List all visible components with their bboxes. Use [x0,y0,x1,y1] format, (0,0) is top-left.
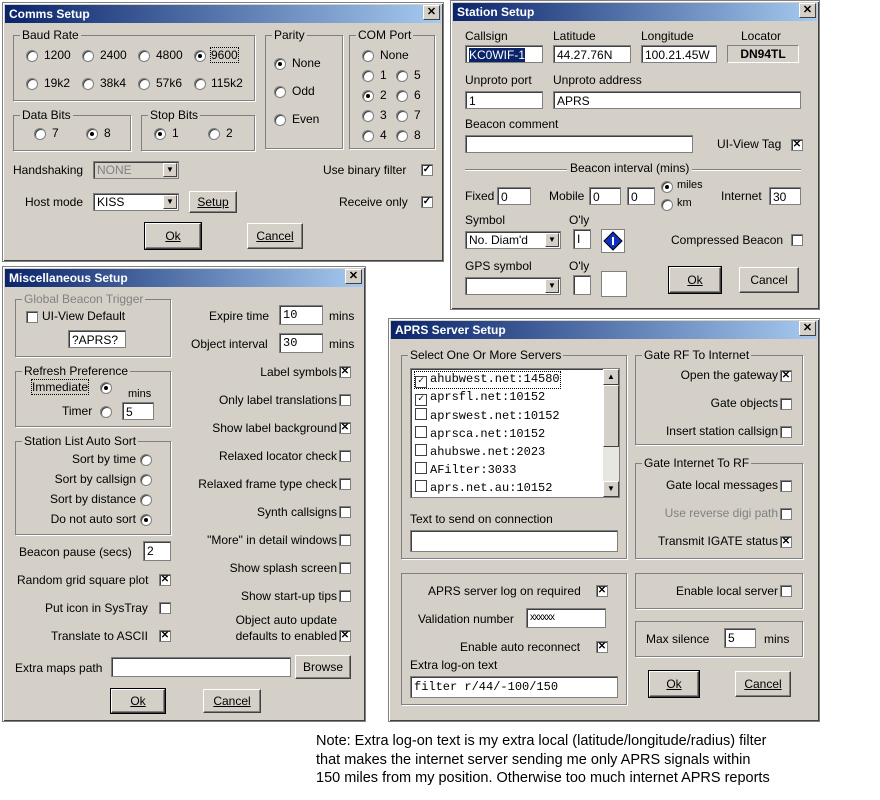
fixed-input[interactable]: 0 [497,187,531,205]
server-select-group [401,348,627,559]
misc-option-label: Show splash screen [229,561,337,575]
com-3-label: 3 [380,108,387,122]
com-3-radio[interactable] [362,110,374,122]
host-mode-select[interactable] [93,193,179,211]
baud-1200-label: 1200 [44,48,71,62]
ascii-label: Translate to ASCII [51,629,148,643]
baud-9600-radio[interactable] [194,50,206,62]
station-ok-label: Ok [687,273,703,287]
stop-bits-1-radio[interactable] [154,128,166,140]
scroll-down-icon[interactable]: ▼ [603,481,619,497]
latitude-label: Latitude [553,29,596,43]
misc-option-label: Show start-up tips [240,589,337,603]
baud-19k2-label: 19k2 [44,76,71,90]
scroll-thumb[interactable] [603,385,619,447]
compressed-beacon-checkbox[interactable] [791,234,803,246]
systray-label: Put icon in SysTray [45,601,148,615]
systray-checkbox[interactable] [159,602,171,614]
local-server-group [635,573,803,609]
sort-time-label: Sort by time [71,452,136,466]
gate-inet-group [635,456,803,559]
misc-option-label: Label symbols [260,365,337,379]
obj-auto-update-label: Object auto update [235,613,337,627]
beacon-pause-label: Beacon pause (secs) [19,545,132,559]
station-cancel-button[interactable] [739,267,799,293]
object-interval-input[interactable]: 30 [279,333,323,353]
stop-bits-2-label: 2 [226,126,233,140]
auto-reconnect-checkbox[interactable]: ✕ [597,641,607,652]
misc-option-label: Relaxed frame type check [198,477,337,491]
host-setup-label: Setup [197,195,229,209]
enable-local-checkbox[interactable] [780,585,792,597]
data-bits-7-label: 7 [52,126,59,140]
open-gateway-checkbox[interactable]: ✕ [781,370,791,381]
com-6-label: 6 [414,88,421,102]
sort-callsign-label: Sort by callsign [54,472,136,486]
timer-radio[interactable] [100,406,112,418]
timer-input[interactable]: 5 [122,402,154,420]
server-checkbox[interactable] [415,426,427,438]
global-beacon-group [15,292,171,357]
com-none-radio[interactable] [362,50,374,62]
gps-symbol-label: GPS symbol [465,259,532,273]
beacon-comment-label: Beacon comment [465,117,559,131]
misc-option-checkbox[interactable] [339,534,351,546]
unproto-port-input[interactable]: 1 [465,91,543,109]
server-list-item[interactable] [415,390,545,406]
misc-option-label: Relaxed locator check [218,449,337,463]
symbol-select[interactable] [465,231,561,249]
com-6-radio[interactable] [396,90,408,102]
unproto-address-input[interactable]: APRS [553,91,801,109]
station-ok-button[interactable] [669,267,721,293]
callsign-label: Callsign [465,29,508,43]
gps-overlay-label: O'ly [569,259,590,273]
chevron-down-icon[interactable]: ▼ [163,195,177,209]
no-sort-label: Do not auto sort [50,512,136,526]
random-grid-label: Random grid square plot [17,573,149,587]
timer-label: Timer [62,404,93,418]
beacon-interval-label: Beacon interval (mins) [567,161,692,175]
aprs-ok-label: Ok [666,677,682,691]
longitude-label: Longitude [641,29,694,43]
sort-callsign-radio[interactable] [140,474,152,486]
server-list-item[interactable] [415,444,545,459]
object-interval-unit: mins [329,337,355,351]
logon-required-checkbox[interactable]: ✕ [597,585,607,596]
com-7-label: 7 [414,108,421,122]
validation-label: Validation number [418,612,514,626]
baud-rate-group [13,28,255,101]
misc-close-icon[interactable]: ✕ [345,269,362,284]
symbol-value: No. Diam'd [469,233,528,247]
uiview-default-label: UI-View Default [42,309,126,323]
misc-setup-window [2,266,366,722]
baud-57k6-radio[interactable] [138,78,150,90]
gate-rf-label: Gate RF To Internet [644,348,750,362]
parity-odd-radio[interactable] [274,86,286,98]
beacon-trigger-input[interactable]: ?APRS? [68,330,126,348]
misc-cancel-button[interactable] [203,689,261,713]
sort-time-radio[interactable] [140,454,152,466]
validation-input[interactable]: xxxxxx [526,608,606,628]
data-bits-8-label: 8 [104,126,111,140]
refresh-label: Refresh Preference [24,364,129,378]
immediate-label: Immediate [32,380,89,394]
reverse-digi-checkbox[interactable] [780,508,792,520]
station-setup-window [450,0,820,310]
baud-2400-radio[interactable] [82,50,94,62]
browse-button[interactable] [295,655,351,679]
misc-option-checkbox[interactable] [339,394,351,406]
overlay-input[interactable]: I [573,229,591,249]
logon-required-label: APRS server log on required [428,584,581,598]
enable-local-label: Enable local server [675,584,778,598]
immediate-radio[interactable] [100,382,112,394]
parity-label: Parity [274,28,305,42]
host-mode-label: Host mode [25,195,84,209]
text-send-input[interactable] [410,530,618,552]
server-checkbox[interactable] [415,444,427,456]
comms-cancel-button[interactable] [247,223,303,249]
server-name: aprs.net.au:10152 [430,481,553,495]
com-4-label: 4 [380,128,387,142]
server-list-item[interactable] [415,480,552,495]
server-checkbox[interactable] [415,408,427,420]
host-mode-value: KISS [97,195,125,209]
note-line-2: that makes the internet server sending me only APRS signals within [316,751,751,768]
transmit-igate-checkbox[interactable]: ✕ [781,536,791,547]
chevron-down-icon[interactable]: ▼ [545,279,559,293]
unproto-address-label: Unproto address [553,73,642,87]
server-checkbox[interactable]: ✓ [415,376,427,388]
baud-19k2-radio[interactable] [26,78,38,90]
server-checkbox[interactable]: ✓ [415,394,427,406]
aprs-close-icon[interactable]: ✕ [799,321,816,336]
mobile-label: Mobile [549,189,585,203]
uiview-default-checkbox[interactable] [26,311,38,323]
extra-maps-input[interactable] [111,657,291,677]
baud-4800-radio[interactable] [138,50,150,62]
misc-ok-button[interactable] [111,689,165,713]
misc-option-label: Synth callsigns [256,505,337,519]
miles-label: miles [677,179,703,191]
baud-38k4-label: 38k4 [100,76,127,90]
open-gateway-label: Open the gateway [680,368,778,382]
misc-option-checkbox[interactable] [339,562,351,574]
com-5-label: 5 [414,68,421,82]
latitude-input[interactable]: 44.27.76N [553,45,631,63]
note-line-1: Note: Extra log-on text is my extra local (latitude/longitude/radius) filter [316,733,767,749]
server-name: aprswest.net:10152 [430,409,560,423]
com-2-label: 2 [380,88,387,102]
max-silence-unit: mins [764,632,790,646]
stop-bits-2-radio[interactable] [208,128,220,140]
binary-filter-label: Use binary filter [323,163,407,177]
autosort-label: Station List Auto Sort [24,434,137,448]
stop-bits-1-label: 1 [172,126,179,140]
transmit-igate-label: Transmit IGATE status [657,534,778,548]
aprs-server-setup-window [388,318,820,722]
binary-filter-checkbox[interactable]: ✓ [422,164,432,175]
auto-reconnect-label: Enable auto reconnect [460,640,581,654]
data-bits-7-radio[interactable] [34,128,46,140]
insert-callsign-label: Insert station callsign [665,424,778,438]
parity-even-label: Even [292,112,320,126]
handshaking-value: NONE [97,163,132,177]
chevron-down-icon[interactable]: ▼ [163,163,177,177]
browse-label: Browse [302,660,343,674]
logon-group [401,573,627,705]
sort-distance-label: Sort by distance [49,492,136,506]
baud-9600-label: 9600 [211,48,238,62]
internet-input[interactable]: 30 [769,187,801,205]
server-checkbox[interactable] [415,462,427,474]
km-radio[interactable] [661,199,673,211]
com-8-radio[interactable] [396,130,408,142]
comms-cancel-label: Cancel [256,229,294,243]
baud-1200-radio[interactable] [26,50,38,62]
host-setup-button[interactable] [189,191,237,213]
expire-input[interactable]: 10 [279,305,323,325]
max-silence-label: Max silence [646,632,710,646]
max-silence-group [635,621,803,657]
aprs-ok-button[interactable] [649,671,699,697]
callsign-value: KC0WIF-1 [469,48,526,62]
baud-57k6-label: 57k6 [156,76,183,90]
note-line-3: 150 miles from my position. Otherwise too much internet APRS reports [316,770,770,786]
miles-radio[interactable] [661,181,673,193]
chevron-down-icon[interactable]: ▼ [545,233,559,247]
aprs-title: APRS Server Setup [391,321,817,339]
max-silence-input[interactable]: 5 [724,628,756,648]
station-title: Station Setup [453,3,817,21]
baud-115k2-radio[interactable] [194,78,206,90]
reverse-digi-label: Use reverse digi path [664,506,778,520]
misc-option-checkbox[interactable]: ✕ [340,366,350,377]
server-list-scrollbar[interactable] [603,369,619,497]
parity-none-label: None [292,56,321,70]
object-interval-label: Object interval [191,337,268,351]
server-checkbox[interactable] [415,480,427,492]
no-sort-radio[interactable] [140,514,152,526]
symbol-label: Symbol [465,213,506,227]
expire-label: Expire time [209,309,270,323]
com-none-label: None [380,48,409,62]
callsign-input[interactable] [465,45,543,63]
gps-symbol-select[interactable] [465,277,561,295]
refresh-group [15,364,171,427]
parity-odd-label: Odd [292,84,315,98]
refresh-mins-label: mins [128,388,152,400]
comms-ok-label: Ok [165,229,181,243]
handshaking-label: Handshaking [13,163,84,177]
extra-maps-label: Extra maps path [15,661,103,675]
misc-option-label: Show label background [212,421,337,435]
gps-overlay-input[interactable] [573,275,591,295]
comms-setup-window [2,2,444,262]
server-name: aprsfl.net:10152 [430,390,546,404]
sort-distance-radio[interactable] [140,494,152,506]
scroll-up-icon[interactable]: ▲ [603,369,619,385]
aprs-cancel-label: Cancel [744,677,782,691]
comms-title: Comms Setup [5,5,441,23]
gate-inet-label: Gate Internet To RF [644,456,750,470]
misc-option-checkbox[interactable] [339,450,351,462]
gate-objects-checkbox[interactable] [780,398,792,410]
gps-symbol-preview [601,271,627,297]
com-1-radio[interactable] [362,70,374,82]
beacon-pause-input[interactable]: 2 [143,541,171,561]
aprs-cancel-button[interactable] [735,671,791,697]
longitude-input[interactable]: 100.21.45W [641,45,717,63]
diamond-symbol-icon [601,229,625,253]
server-name: ahubswe.net:2023 [430,445,546,459]
baud-rate-label: Baud Rate [22,28,79,42]
misc-ok-label: Ok [130,694,146,708]
beacon-comment-input[interactable] [465,135,693,153]
baud-2400-label: 2400 [100,48,127,62]
misc-option-label: "More" in detail windows [207,533,337,547]
server-select-label: Select One Or More Servers [410,348,562,362]
server-list-item[interactable] [415,426,545,441]
misc-option-checkbox[interactable]: ✕ [340,422,350,433]
insert-callsign-checkbox[interactable] [780,426,792,438]
com-7-radio[interactable] [396,110,408,122]
extra-logon-label: Extra log-on text [410,658,498,672]
internet-label: Internet [721,189,762,203]
baud-4800-label: 4800 [156,48,183,62]
extra-logon-input[interactable]: filter r/44/-100/150 [410,676,618,698]
com-5-radio[interactable] [396,70,408,82]
compressed-beacon-label: Compressed Beacon [671,233,784,247]
locator-label: Locator [741,29,782,43]
stop-bits-label: Stop Bits [150,108,199,122]
obj-auto-defaults-label: defaults to enabled [235,629,337,643]
server-list-item[interactable] [415,462,516,477]
baud-115k2-label: 115k2 [211,76,243,90]
baud-38k4-radio[interactable] [82,78,94,90]
server-name: AFilter:3033 [430,463,517,477]
data-bits-label: Data Bits [22,108,71,122]
uiview-tag-label: UI-View Tag [717,137,782,151]
mobile-input-1[interactable]: 0 [589,187,621,205]
stop-bits-group [141,108,255,151]
uiview-tag-checkbox[interactable]: ✕ [792,139,802,150]
expire-unit: mins [329,309,355,323]
com-1-label: 1 [380,68,387,82]
obj-auto-update-checkbox[interactable]: ✕ [340,630,350,641]
server-list-item[interactable] [415,408,560,423]
gate-rf-group [635,348,803,445]
data-bits-group [13,108,131,151]
parity-group [265,28,343,149]
server-list[interactable] [410,368,620,498]
text-send-label: Text to send on connection [410,512,553,526]
comms-close-icon[interactable]: ✕ [423,5,440,20]
station-close-icon[interactable]: ✕ [799,3,816,18]
misc-option-checkbox[interactable] [339,478,351,490]
handshaking-select[interactable] [93,161,179,179]
note-text [316,732,876,788]
unproto-port-label: Unproto port [465,73,532,87]
gate-objects-label: Gate objects [710,396,778,410]
gate-local-checkbox[interactable] [780,480,792,492]
com-4-radio[interactable] [362,130,374,142]
ascii-checkbox[interactable]: ✕ [160,630,170,641]
km-label: km [677,197,692,209]
mobile-input-2[interactable]: 0 [627,187,655,205]
data-bits-8-radio[interactable] [86,128,98,140]
misc-cancel-label: Cancel [213,694,251,708]
com-port-label: COM Port [358,28,412,42]
misc-option-checkbox[interactable] [339,590,351,602]
overlay-label: O'ly [569,213,590,227]
station-cancel-label: Cancel [750,273,788,287]
receive-only-checkbox[interactable]: ✓ [422,196,432,207]
comms-ok-button[interactable] [145,223,201,249]
global-beacon-label: Global Beacon Trigger [24,292,144,306]
parity-none-radio[interactable] [274,58,286,70]
autosort-group [15,434,171,535]
receive-only-label: Receive only [339,195,408,209]
server-list-item[interactable] [415,372,560,388]
com-8-label: 8 [414,128,421,142]
server-name: aprsca.net:10152 [430,427,546,441]
server-name: ahubwest.net:14580 [430,372,560,386]
parity-even-radio[interactable] [274,114,286,126]
gate-local-label: Gate local messages [665,478,778,492]
fixed-label: Fixed [465,189,495,203]
misc-title: Miscellaneous Setup [5,269,363,287]
misc-option-checkbox[interactable] [339,506,351,518]
com-2-radio[interactable] [362,90,374,102]
com-port-group [349,28,435,149]
misc-option-label: Only label translations [218,393,337,407]
locator-value: DN94TL [727,45,799,63]
random-grid-checkbox[interactable]: ✕ [160,574,170,585]
